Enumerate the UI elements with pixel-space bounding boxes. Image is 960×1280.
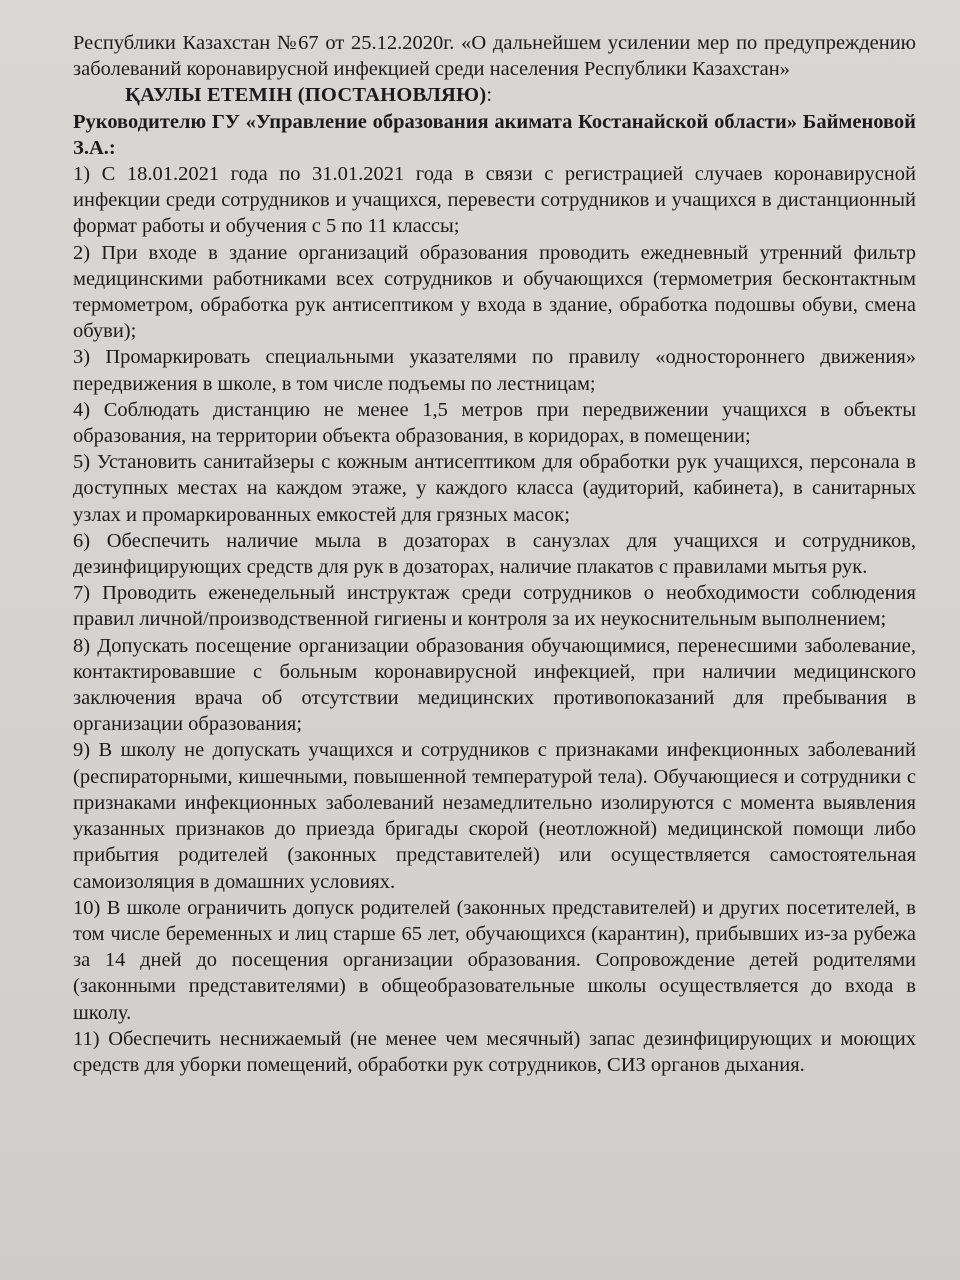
list-item-6: 6) Обеспечить наличие мыла в дозаторах в санузлах для учащихся и сотрудников, дезинфицирующих средств для рук в дозаторах, наличие плакатов с правилами мытья рук. [73,529,916,579]
list-item-8: 8) Допускать посещение организации образования обучающимися, перенесшими заболевание, контактировавшие с больным коронавирусной инфекцией, при наличии медицинского заключения врача об отсутствии медицинских противопоказаний для пребывания в организации образования; [73,634,916,736]
document-body [73,30,916,1078]
list-item-9: 9) В школу не допускать учащихся и сотрудников с признаками инфекционных заболеваний (респираторными, кишечными, повышенной температурой тела). Обучающиеся и сотрудники с признаками инфекционных заболеваний незамедлительно изолируются с момента выявления указанных признаков до приезда бригады скорой (неотложной) медицинской помощи либо прибытия родителей (законных представителей) или осуществляется самостоятельная самоизоляция в домашних условиях. [73,739,916,893]
list-item-1: 1) С 18.01.2021 года по 31.01.2021 года в связи с регистрацией случаев коронавирусной инфекции среди сотрудников и учащихся, перевести сотрудников и учащихся в дистанционный формат работы и обучения с 5 по 11 классы; [73,163,916,238]
intro-paragraph: Республики Казахстан №67 от 25.12.2020г. «О дальнейшем усилении мер по предупреждению заболеваний коронавирусной инфекцией среди населения Республики Казахстан» [73,32,916,81]
list-item-3: 3) Промаркировать специальными указателями по правилу «одностороннего движения» передвижения в школе, в том числе подъемы по лестницам; [73,346,916,395]
list-item-4: 4) Соблюдать дистанцию не менее 1,5 метров при передвижении учащихся в объекты образования, на территории объекта образования, в коридорах, в помещении; [73,398,916,448]
list-item-10: 10) В школе ограничить допуск родителей (законных представителей) и других посетителей, в том числе беременных и лиц старше 65 лет, обучающихся (карантин), прибывших из-за рубежа за 14 дней до посещения организации образования. Сопровождение детей родителями (законными представителями) в общеобразовательные школы осуществляется до входа в школу. [73,896,916,1024]
list-item-2: 2) При входе в здание организаций образования проводить ежедневный утренний фильтр медицинскими работниками всех сотрудников и обучающихся (термометрия бесконтактным термометром, обработка рук антисептиком у входа в здание, обработка подошвы обуви, смена обуви); [73,241,916,343]
resolution-heading-colon: : [486,84,493,107]
addressee-paragraph: Руководителю ГУ «Управление образования акимата Костанайской области» Байменовой З.А.: [73,110,916,159]
resolution-heading [73,82,916,108]
list-item-11: 11) Обеспечить неснижаемый (не менее чем месячный) запас дезинфицирующих и моющих средств для уборки помещений, обработки рук сотрудников, СИЗ органов дыхания. [73,1027,916,1076]
list-item-7: 7) Проводить еженедельный инструктаж среди сотрудников о необходимости соблюдения правил личной/производственной гигиены и контроля за их неукоснительным выполнением; [73,582,916,631]
list-item-5: 5) Установить санитайзеры с кожным антисептиком для обработки рук учащихся, персонала в доступных местах на каждом этаже, у каждого класса (аудиторий, кабинета), в санитарных узлах и промаркированных емкостей для грязных масок; [73,451,916,526]
resolution-heading-text: ҚАУЛЫ ЕТЕМІН (ПОСТАНОВЛЯЮ) [125,84,487,107]
